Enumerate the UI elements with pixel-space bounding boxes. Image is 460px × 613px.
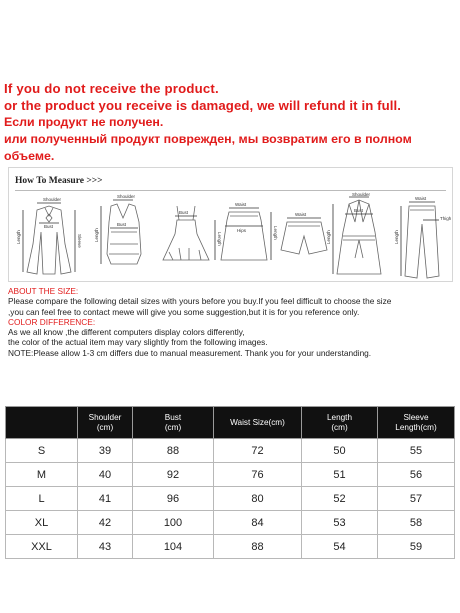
label-length-5: Length — [326, 230, 331, 244]
label-length-3: Length — [217, 232, 222, 246]
size-cell: XXL — [6, 535, 78, 559]
waist-cell: 80 — [214, 487, 302, 511]
skirt-diagram — [221, 202, 278, 260]
color-difference-heading: COLOR DIFFERENCE: — [8, 316, 96, 327]
label-shoulder: Shoulder — [43, 197, 62, 202]
about-size-line-2: ,you can feel free to contact mewe will give you some suggestion,but it is for you reference only. — [8, 306, 360, 317]
sleeve-cell: 57 — [378, 487, 455, 511]
label-length-4: Length — [273, 226, 278, 240]
label-bust-2: Bust — [117, 222, 127, 227]
waist-cell: 88 — [214, 535, 302, 559]
measurement-note: NOTE:Please allow 1-3 cm differs due to manual measurement. Thank you for your understanding. — [8, 347, 372, 358]
label-shoulder-2: Shoulder — [117, 194, 136, 199]
waist-cell: 76 — [214, 463, 302, 487]
label-shoulder-3: Shoulder — [352, 192, 371, 197]
length-cell: 51 — [302, 463, 378, 487]
label-waist: Waist — [235, 202, 247, 207]
label-waist-2: Waist — [295, 212, 307, 217]
coat-diagram — [326, 192, 381, 274]
sleeve-cell: 56 — [378, 463, 455, 487]
table-row — [6, 439, 455, 463]
about-size-heading: ABOUT THE SIZE: — [8, 286, 79, 296]
cami-dress-diagram — [163, 206, 222, 260]
sleeve-cell: 55 — [378, 439, 455, 463]
label-bust-4: Bust — [354, 208, 364, 213]
shoulder-cell: 41 — [78, 487, 133, 511]
sleeve-cell: 59 — [378, 535, 455, 559]
header-waist: Waist Size(cm) — [214, 407, 302, 439]
header-bust: Bust (cm) — [133, 407, 214, 439]
length-cell: 52 — [302, 487, 378, 511]
garment-diagrams — [9, 192, 454, 282]
about-size-line-1: Please compare the following detail sizes with yours before you buy.If you feel difficult to choose the size — [8, 296, 392, 307]
size-cell: L — [6, 487, 78, 511]
shoulder-cell: 42 — [78, 511, 133, 535]
label-sleeve: Sleeve — [77, 234, 82, 248]
label-length-2: Length — [94, 228, 99, 242]
length-cell: 50 — [302, 439, 378, 463]
size-chart-table — [5, 406, 455, 559]
label-bust: Bust — [44, 224, 54, 229]
size-cell: M — [6, 463, 78, 487]
size-cell: XL — [6, 511, 78, 535]
shirt-diagram — [16, 197, 82, 274]
color-line-2: the color of the actual item may vary slightly from the following images. — [8, 337, 268, 348]
label-thigh: Thigh — [440, 216, 452, 221]
trousers-diagram — [394, 196, 452, 278]
bust-cell: 104 — [133, 535, 214, 559]
label-waist-3: Waist — [415, 196, 427, 201]
length-cell: 53 — [302, 511, 378, 535]
bust-cell: 96 — [133, 487, 214, 511]
shoulder-cell: 43 — [78, 535, 133, 559]
label-length: Length — [16, 230, 21, 244]
measure-divider — [15, 190, 446, 191]
table-row — [6, 487, 455, 511]
header-length: Length (cm) — [302, 407, 378, 439]
notice-line-3: Если продукт не получен. — [4, 115, 164, 129]
notice-line-1: If you do not receive the product. — [4, 81, 219, 96]
bust-cell: 92 — [133, 463, 214, 487]
vest-diagram — [94, 194, 141, 264]
refund-notice — [4, 80, 456, 165]
notice-line-4: или полученный продукт поврежден, мы возвратим его в полном объеме. — [4, 132, 412, 163]
header-shoulder: Shoulder (cm) — [78, 407, 133, 439]
table-row — [6, 511, 455, 535]
label-bust-3: Bust — [179, 210, 189, 215]
label-length-6: Length — [394, 230, 399, 244]
how-to-measure-panel — [8, 167, 453, 282]
length-cell: 54 — [302, 535, 378, 559]
size-info — [8, 286, 456, 358]
color-line-1: As we all know ,the different computers display colors differently, — [8, 327, 245, 338]
table-row — [6, 463, 455, 487]
notice-line-2: or the product you receive is damaged, we will refund it in full. — [4, 98, 402, 113]
table-header-row — [6, 407, 455, 439]
bust-cell: 100 — [133, 511, 214, 535]
shoulder-cell: 39 — [78, 439, 133, 463]
table-row — [6, 535, 455, 559]
waist-cell: 72 — [214, 439, 302, 463]
shoulder-cell: 40 — [78, 463, 133, 487]
waist-cell: 84 — [214, 511, 302, 535]
size-cell: S — [6, 439, 78, 463]
shorts-diagram — [281, 212, 327, 254]
sleeve-cell: 58 — [378, 511, 455, 535]
header-sleeve: Sleeve Length(cm) — [378, 407, 455, 439]
label-hips: Hips — [237, 228, 247, 233]
header-size — [6, 407, 78, 439]
bust-cell: 88 — [133, 439, 214, 463]
measure-title: How To Measure >>> — [15, 176, 103, 186]
